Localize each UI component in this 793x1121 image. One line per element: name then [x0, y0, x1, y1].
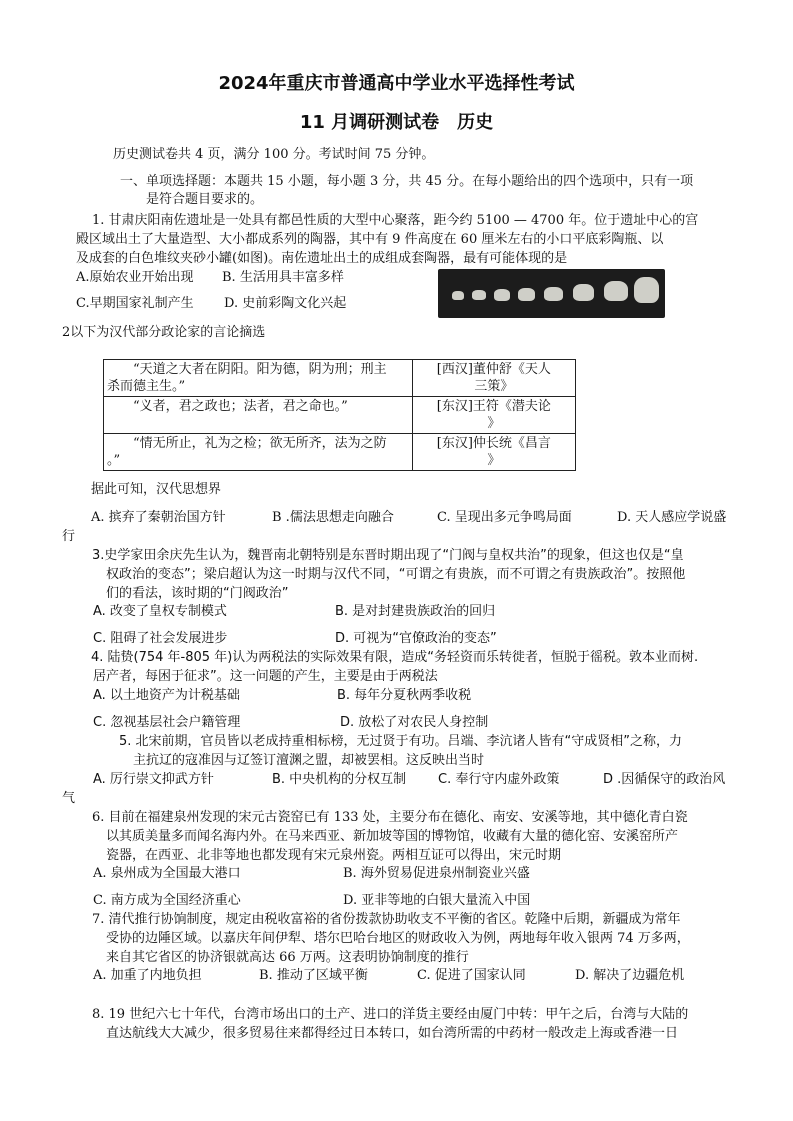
section-heading: 一、单项选择题：本题共 15 小题，每小题 3 分，共 45 分。在每小题给出的四个选项中，只有一项 [120, 174, 694, 189]
q4-stem: 居产者，每困于征求”。这一问题的产生，主要是由于两税法 [93, 669, 438, 684]
q3-option-b: B. 是对封建贵族政治的回归 [335, 604, 496, 619]
q5-option-d: D .因循保守的政治风 [603, 772, 726, 787]
q4-stem: 4. 陆贽(754 年-805 年)认为两税法的实际效果有限，造成“务轻资而乐转徙者，恒脱于徭税。敦本业而树. [91, 650, 699, 665]
q1-option-b: B. 生活用具丰富多样 [222, 270, 344, 285]
q5-option-a: A. 厉行崇文抑武方针 [93, 772, 214, 787]
q3-stem: 们的看法，该时期的“门阀政治” [106, 586, 289, 601]
q2-option-d: D. 天人感应学说盛 [617, 510, 727, 525]
q3-stem: 权政治的变态”；梁启超认为这一时期与汉代不同，“可谓之有贵族，而不可谓之有贵族政治”。按照他 [106, 567, 686, 582]
q7-option-a: A. 加重了内地负担 [93, 968, 202, 983]
q3-option-a: A. 改变了皇权专制模式 [93, 604, 227, 619]
q1-option-c: C.早期国家礼制产生 [76, 296, 194, 311]
quote-text: “义者，君之政也；法者，君之命也。” [107, 399, 348, 414]
section-heading-cont: 是符合题目要求的。 [146, 192, 264, 207]
q5-stem: 主抗辽的寇准因与辽签订澶渊之盟，却被罢相。这反映出当时 [133, 753, 485, 768]
q3-option-d: D. 可视为“官僚政治的变态” [335, 631, 497, 646]
q4-option-d: D. 放松了对农民人身控制 [340, 715, 489, 730]
q3-stem: 3.史学家田余庆先生认为，魏晋南北朝特别是东晋时期出现了“门阀与皇权共治”的现象，但这也仅是“皇 [92, 548, 684, 563]
q6-stem: 以其质美量多而闻名海内外。在马来西亚、新加坡等国的博物馆，收藏有大量的德化窑、安溪窑所产 [106, 829, 679, 844]
q7-option-b: B. 推动了区域平衡 [259, 968, 368, 983]
quote-text: “天道之大者在阴阳。阳为德，阴为刑；刑主 [107, 362, 387, 377]
q2-option-d-cont: 行 [62, 529, 76, 544]
quote-source: 》 [487, 416, 501, 431]
q4-option-c: C. 忽视基层社会户籍管理 [93, 715, 241, 730]
q2-stem: 2以下为汉代部分政论家的言论摘选 [62, 325, 266, 340]
q3-option-c: C. 阻碍了社会发展进步 [93, 631, 228, 646]
q2-option-a: A. 摈弃了秦朝治国方针 [91, 510, 226, 525]
q5-option-c: C. 奉行守内虚外政策 [438, 772, 560, 787]
quote-table [103, 359, 576, 471]
quote-source: [西汉]董仲舒《天人 [436, 362, 551, 377]
table-row [104, 360, 576, 397]
q2-option-b: B .儒法思想走向融合 [272, 510, 394, 525]
q2-option-c: C. 呈现出多元争鸣局面 [437, 510, 572, 525]
q6-option-b: B. 海外贸易促进泉州制瓷业兴盛 [343, 866, 530, 881]
q8-stem: 8. 19 世纪六七十年代，台湾市场出口的土产、进口的洋货主要经由厦门中转：甲午之后，台湾与大陆的 [92, 1007, 689, 1022]
quote-source: [东汉]王符《潜夫论 [436, 399, 551, 414]
q6-option-a: A. 泉州成为全国最大港口 [93, 866, 241, 881]
q7-option-c: C. 促进了国家认同 [417, 968, 526, 983]
exam-intro: 历史测试卷共 4 页，满分 100 分。考试时间 75 分钟。 [113, 147, 435, 162]
page-title-line1: 2024年重庆市普通高中学业水平选择性考试 [218, 73, 575, 94]
q6-option-c: C. 南方成为全国经济重心 [93, 893, 241, 908]
q1-option-d: D. 史前彩陶文化兴起 [224, 296, 347, 311]
table-row [104, 434, 576, 471]
quote-text: “情无所止，礼为之检；欲无所齐，法为之防 [107, 436, 387, 451]
q1-stem: 及成套的白色堆纹夹砂小罐(如图)。南佐遗址出土的成组成套陶器，最有可能体现的是 [76, 251, 568, 266]
q6-stem: 瓷器，在西亚、北非等地也都发现有宋元泉州瓷。两相互证可以得出，宋元时期 [106, 848, 562, 863]
quote-source: [东汉]仲长统《昌言 [436, 436, 551, 451]
q5-option-d-cont: 气 [62, 791, 76, 806]
q5-stem: 5. 北宋前期，官员皆以老成持重相标榜，无过贤于有功。吕端、李沆诸人皆有“守成贤相”之称，力 [119, 734, 683, 749]
q7-stem: 受协的边陲区域。以嘉庆年间伊犁、塔尔巴哈台地区的财政收入为例，两地每年收入银两 74 万多两， [106, 931, 690, 946]
page-title-line2: 11 月调研测试卷 历史 [299, 112, 494, 133]
q4-option-b: B. 每年分夏秋两季收税 [337, 688, 472, 703]
quote-text: 杀而德主生。” [107, 379, 186, 394]
q8-stem: 直达航线大大减少，很多贸易往来都得经过日本转口，如台湾所需的中药材一般改走上海或香港一日 [106, 1026, 679, 1041]
q1-stem: 殿区域出土了大量造型、大小都成系列的陶器，其中有 9 件高度在 60 厘米左右的小口平底彩陶瓶、以 [76, 232, 664, 247]
q2-followup: 据此可知，汉代思想界 [91, 482, 222, 497]
quote-source: 三策》 [474, 379, 514, 394]
q1-option-a: A.原始农业开始出现 [76, 270, 194, 285]
q1-stem: 1. 甘肃庆阳南佐遗址是一处具有都邑性质的大型中心聚落，距今约 5100 — 4700 年。位于遗址中心的宫 [92, 213, 699, 228]
pottery-photo [438, 269, 665, 318]
q7-option-d: D. 解决了边疆危机 [575, 968, 685, 983]
quote-source: 》 [487, 453, 501, 468]
q4-option-a: A. 以土地资产为计税基础 [93, 688, 240, 703]
q6-option-d: D. 亚非等地的白银大量流入中国 [343, 893, 531, 908]
quote-text: 。” [107, 453, 121, 468]
q7-stem: 7. 清代推行协饷制度，规定由税收富裕的省份拨款协助收支不平衡的省区。乾隆中后期，新疆成为常年 [92, 912, 681, 927]
q7-stem: 来自其它省区的协济银就高达 66 万两。这表明协饷制度的推行 [106, 950, 469, 965]
q5-option-b: B. 中央机构的分权互制 [272, 772, 407, 787]
table-row [104, 397, 576, 434]
q6-stem: 6. 目前在福建泉州发现的宋元古瓷窑已有 133 处，主要分布在德化、南安、安溪等地，其中德化青白瓷 [92, 810, 688, 825]
